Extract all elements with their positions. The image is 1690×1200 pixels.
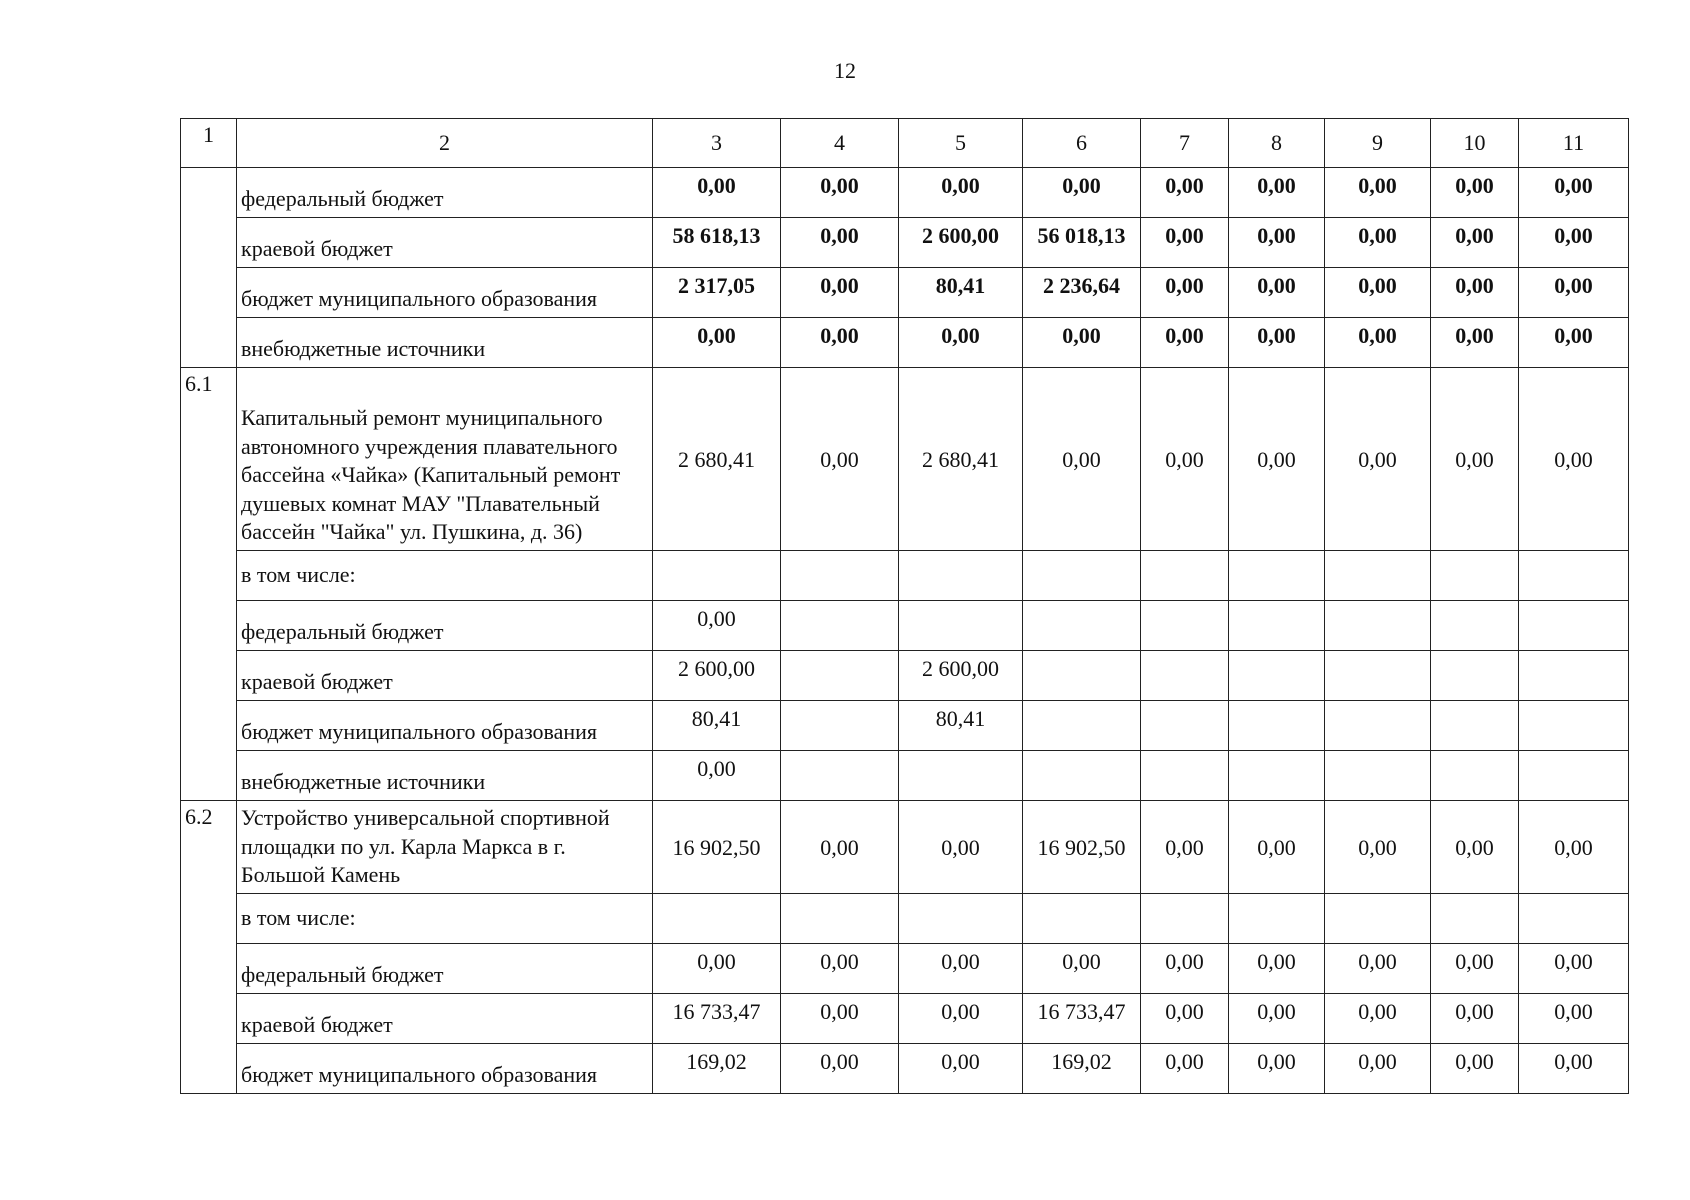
amount-cell: 2 600,00 (899, 218, 1023, 268)
amount-cell (1141, 751, 1229, 801)
amount-cell: 0,00 (1229, 1044, 1325, 1094)
amount-cell (1431, 701, 1519, 751)
amount-cell (1141, 651, 1229, 701)
amount-cell: 0,00 (1325, 1044, 1431, 1094)
amount-cell (1229, 751, 1325, 801)
amount-cell: 0,00 (1325, 218, 1431, 268)
program-item-row (181, 368, 1629, 551)
row-label: бюджет муниципального образования (237, 1044, 653, 1094)
amount-cell (1023, 601, 1141, 651)
amount-cell: 0,00 (781, 218, 899, 268)
amount-cell (899, 551, 1023, 601)
header-row (181, 119, 1629, 168)
table-body (181, 119, 1629, 1094)
header-cell: 9 (1325, 119, 1431, 168)
page-number: 12 (834, 58, 856, 83)
table-row (181, 701, 1629, 751)
amount-cell: 0,00 (653, 601, 781, 651)
amount-cell: 0,00 (1431, 268, 1519, 318)
amount-cell: 0,00 (1519, 318, 1629, 368)
item-number: 6.1 (181, 368, 237, 801)
amount-cell: 0,00 (1141, 801, 1229, 894)
table-row (181, 944, 1629, 994)
amount-cell (1023, 701, 1141, 751)
amount-cell: 0,00 (1431, 168, 1519, 218)
amount-cell: 0,00 (1229, 368, 1325, 551)
amount-cell: 56 018,13 (1023, 218, 1141, 268)
amount-cell: 0,00 (1431, 994, 1519, 1044)
amount-cell (1519, 894, 1629, 944)
amount-cell: 0,00 (899, 994, 1023, 1044)
amount-cell: 0,00 (1141, 1044, 1229, 1094)
amount-cell: 0,00 (781, 168, 899, 218)
row-label: федеральный бюджет (237, 168, 653, 218)
item-number: 6.2 (181, 801, 237, 1094)
amount-cell: 0,00 (899, 944, 1023, 994)
amount-cell (1141, 894, 1229, 944)
amount-cell: 0,00 (781, 318, 899, 368)
amount-cell: 0,00 (1023, 318, 1141, 368)
amount-cell (1519, 651, 1629, 701)
amount-cell: 0,00 (1141, 944, 1229, 994)
amount-cell: 0,00 (781, 944, 899, 994)
amount-cell (1023, 894, 1141, 944)
amount-cell: 0,00 (781, 1044, 899, 1094)
amount-cell: 0,00 (1325, 268, 1431, 318)
amount-cell (1023, 751, 1141, 801)
amount-cell (1431, 894, 1519, 944)
amount-cell: 0,00 (1519, 944, 1629, 994)
amount-cell: 169,02 (653, 1044, 781, 1094)
amount-cell: 16 733,47 (1023, 994, 1141, 1044)
amount-cell (1519, 601, 1629, 651)
table-row (181, 894, 1629, 944)
amount-cell: 16 902,50 (1023, 801, 1141, 894)
header-cell: 11 (1519, 119, 1629, 168)
amount-cell: 0,00 (1431, 801, 1519, 894)
amount-cell (1519, 551, 1629, 601)
amount-cell: 0,00 (1141, 168, 1229, 218)
amount-cell: 0,00 (781, 268, 899, 318)
table-row (181, 551, 1629, 601)
row-label: в том числе: (237, 894, 653, 944)
amount-cell: 0,00 (653, 168, 781, 218)
header-cell: 10 (1431, 119, 1519, 168)
amount-cell: 0,00 (1519, 168, 1629, 218)
amount-cell: 0,00 (1141, 994, 1229, 1044)
amount-cell (781, 701, 899, 751)
amount-cell (1431, 601, 1519, 651)
amount-cell (1431, 551, 1519, 601)
amount-cell: 16 733,47 (653, 994, 781, 1044)
amount-cell: 0,00 (1431, 368, 1519, 551)
table-row (181, 318, 1629, 368)
amount-cell: 0,00 (1519, 368, 1629, 551)
amount-cell: 0,00 (1325, 944, 1431, 994)
amount-cell (1229, 651, 1325, 701)
header-cell: 4 (781, 119, 899, 168)
amount-cell (1229, 551, 1325, 601)
amount-cell (1229, 601, 1325, 651)
amount-cell: 0,00 (1325, 368, 1431, 551)
amount-cell: 16 902,50 (653, 801, 781, 894)
amount-cell: 0,00 (1229, 268, 1325, 318)
amount-cell: 0,00 (1229, 994, 1325, 1044)
amount-cell: 0,00 (1431, 218, 1519, 268)
amount-cell (781, 651, 899, 701)
amount-cell: 0,00 (1431, 318, 1519, 368)
amount-cell (1519, 751, 1629, 801)
amount-cell (1325, 701, 1431, 751)
amount-cell (899, 751, 1023, 801)
row-label: Капитальный ремонт муниципального автономного учреждения плавательного бассейна «Чайка» (Капитальный ремонт душевых комнат МАУ "Плавательный бассейн "Чайка" ул. Пушкина, д. 36) (237, 368, 653, 551)
amount-cell (781, 551, 899, 601)
amount-cell: 58 618,13 (653, 218, 781, 268)
amount-cell (781, 751, 899, 801)
amount-cell (1229, 894, 1325, 944)
amount-cell: 0,00 (899, 318, 1023, 368)
amount-cell: 0,00 (781, 368, 899, 551)
amount-cell: 80,41 (899, 268, 1023, 318)
table-row (181, 218, 1629, 268)
table-row (181, 994, 1629, 1044)
amount-cell: 0,00 (1431, 944, 1519, 994)
amount-cell (1325, 551, 1431, 601)
amount-cell: 0,00 (1519, 1044, 1629, 1094)
amount-cell (1519, 701, 1629, 751)
amount-cell (1325, 601, 1431, 651)
row-label: краевой бюджет (237, 651, 653, 701)
row-label: краевой бюджет (237, 218, 653, 268)
row-label: бюджет муниципального образования (237, 268, 653, 318)
amount-cell: 0,00 (899, 1044, 1023, 1094)
amount-cell: 80,41 (899, 701, 1023, 751)
amount-cell: 0,00 (899, 168, 1023, 218)
program-item-row (181, 801, 1629, 894)
header-cell: 8 (1229, 119, 1325, 168)
row-label: в том числе: (237, 551, 653, 601)
row-label: внебюджетные источники (237, 751, 653, 801)
header-cell: 5 (899, 119, 1023, 168)
amount-cell: 0,00 (1325, 168, 1431, 218)
amount-cell (1141, 701, 1229, 751)
amount-cell (781, 894, 899, 944)
row-label: Устройство универсальной спортивной площадки по ул. Карла Маркса в г. Большой Камень (237, 801, 653, 894)
table-row (181, 168, 1629, 218)
header-cell: 2 (237, 119, 653, 168)
amount-cell: 0,00 (1023, 168, 1141, 218)
amount-cell (899, 894, 1023, 944)
amount-cell: 2 680,41 (653, 368, 781, 551)
table-row (181, 1044, 1629, 1094)
item-number (181, 168, 237, 368)
amount-cell: 2 680,41 (899, 368, 1023, 551)
amount-cell (653, 894, 781, 944)
amount-cell: 0,00 (1519, 994, 1629, 1044)
amount-cell (1023, 551, 1141, 601)
amount-cell: 2 600,00 (653, 651, 781, 701)
amount-cell (1431, 651, 1519, 701)
amount-cell: 0,00 (1229, 801, 1325, 894)
amount-cell: 0,00 (1431, 1044, 1519, 1094)
amount-cell (899, 601, 1023, 651)
row-label: федеральный бюджет (237, 944, 653, 994)
table-row (181, 751, 1629, 801)
amount-cell (1325, 894, 1431, 944)
amount-cell (781, 601, 899, 651)
amount-cell (653, 551, 781, 601)
amount-cell: 0,00 (653, 944, 781, 994)
table-row (181, 651, 1629, 701)
amount-cell (1431, 751, 1519, 801)
header-cell: 1 (181, 119, 237, 168)
amount-cell (1229, 701, 1325, 751)
amount-cell: 0,00 (1519, 268, 1629, 318)
amount-cell: 0,00 (1229, 218, 1325, 268)
amount-cell: 0,00 (1023, 368, 1141, 551)
table-row (181, 268, 1629, 318)
amount-cell: 2 236,64 (1023, 268, 1141, 318)
amount-cell (1141, 601, 1229, 651)
amount-cell: 0,00 (1141, 218, 1229, 268)
amount-cell: 0,00 (1141, 318, 1229, 368)
amount-cell (1023, 651, 1141, 701)
amount-cell: 169,02 (1023, 1044, 1141, 1094)
amount-cell: 0,00 (1325, 801, 1431, 894)
amount-cell: 0,00 (1229, 318, 1325, 368)
row-label: внебюджетные источники (237, 318, 653, 368)
amount-cell: 0,00 (1325, 994, 1431, 1044)
amount-cell: 0,00 (1141, 268, 1229, 318)
amount-cell (1141, 551, 1229, 601)
amount-cell: 0,00 (1229, 944, 1325, 994)
amount-cell: 0,00 (781, 994, 899, 1044)
amount-cell: 0,00 (653, 318, 781, 368)
amount-cell (1325, 651, 1431, 701)
budget-table (180, 118, 1629, 1094)
amount-cell: 0,00 (1519, 218, 1629, 268)
header-cell: 7 (1141, 119, 1229, 168)
row-label: бюджет муниципального образования (237, 701, 653, 751)
amount-cell: 80,41 (653, 701, 781, 751)
amount-cell: 0,00 (1325, 318, 1431, 368)
amount-cell: 0,00 (653, 751, 781, 801)
header-cell: 6 (1023, 119, 1141, 168)
amount-cell: 0,00 (1229, 168, 1325, 218)
amount-cell: 0,00 (781, 801, 899, 894)
amount-cell: 0,00 (899, 801, 1023, 894)
amount-cell: 0,00 (1141, 368, 1229, 551)
amount-cell: 0,00 (1519, 801, 1629, 894)
table-row (181, 601, 1629, 651)
row-label: федеральный бюджет (237, 601, 653, 651)
amount-cell (1325, 751, 1431, 801)
row-label: краевой бюджет (237, 994, 653, 1044)
amount-cell: 2 317,05 (653, 268, 781, 318)
amount-cell: 2 600,00 (899, 651, 1023, 701)
amount-cell: 0,00 (1023, 944, 1141, 994)
header-cell: 3 (653, 119, 781, 168)
